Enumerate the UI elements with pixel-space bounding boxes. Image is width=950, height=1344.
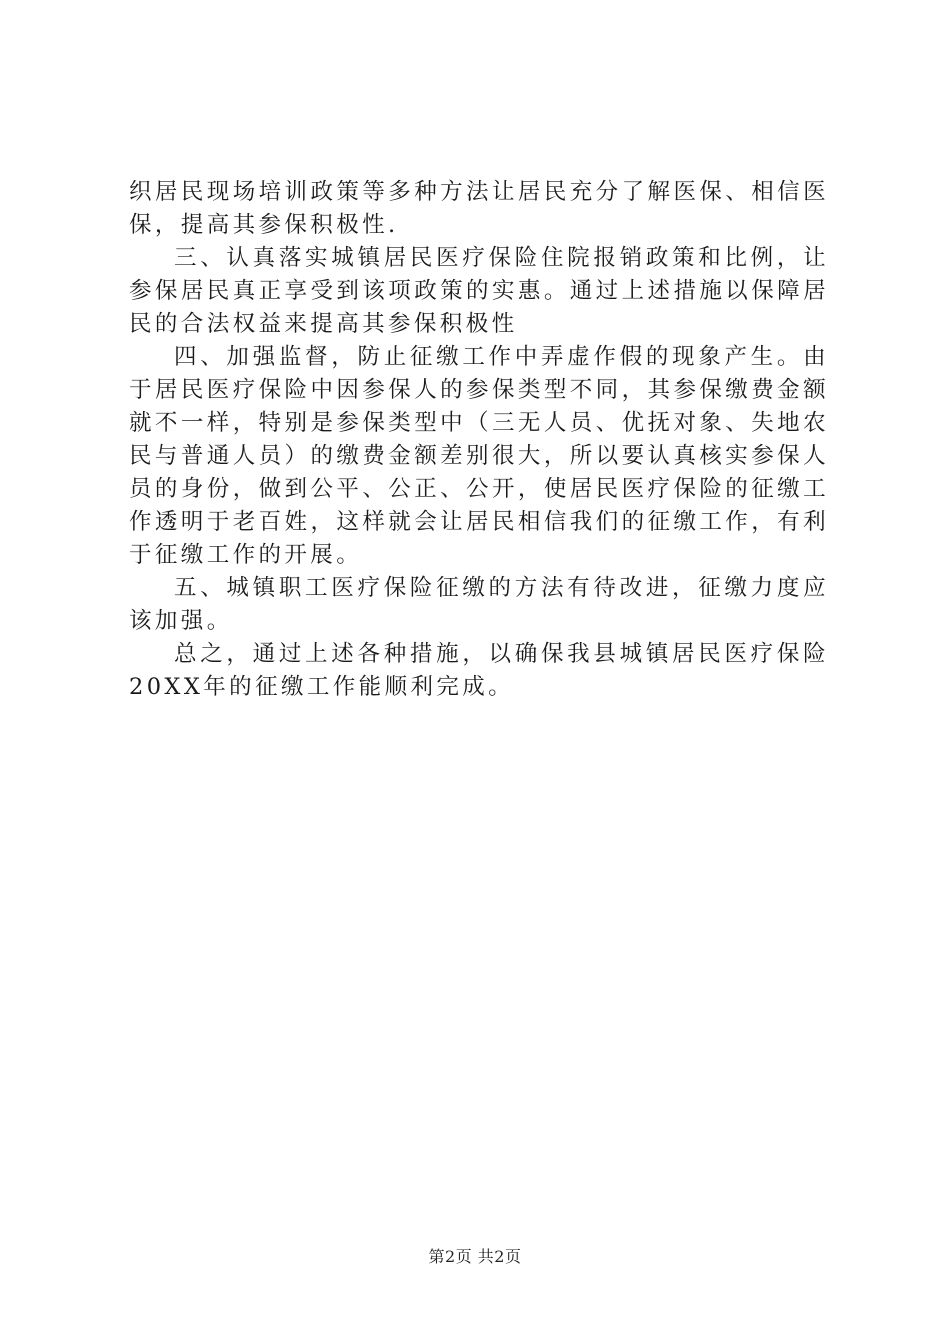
paragraph-conclusion: 总之，通过上述各种措施，以确保我县城镇居民医疗保险20XX年的征缴工作能顺利完成。 xyxy=(129,641,829,700)
paragraph-item-three: 三、认真落实城镇居民医疗保险住院报销政策和比例，让参保居民真正享受到该项政策的实惠。通过上述措施以保障居民的合法权益来提高其参保积极性 xyxy=(129,245,829,337)
paragraph-continuation: 织居民现场培训政策等多种方法让居民充分了解医保、相信医保，提高其参保积极性. xyxy=(129,179,829,238)
paragraph-item-four: 四、加强监督，防止征缴工作中弄虚作假的现象产生。由于居民医疗保险中因参保人的参保类型不同，其参保缴费金额就不一样，特别是参保类型中（三无人员、优抚对象、失地农民与普通人员）的缴费金额差别很大，所以要认真核实参保人员的身份，做到公平、公正、公开，使居民医疗保险的征缴工作透明于老百姓，这样就会让居民相信我们的征缴工作，有利于征缴工作的开展。 xyxy=(129,344,829,568)
page-number-footer: 第2页 共2页 xyxy=(428,1247,522,1266)
paragraph-item-five: 五、城镇职工医疗保险征缴的方法有待改进，征缴力度应该加强。 xyxy=(129,575,829,634)
document-body xyxy=(129,176,829,704)
